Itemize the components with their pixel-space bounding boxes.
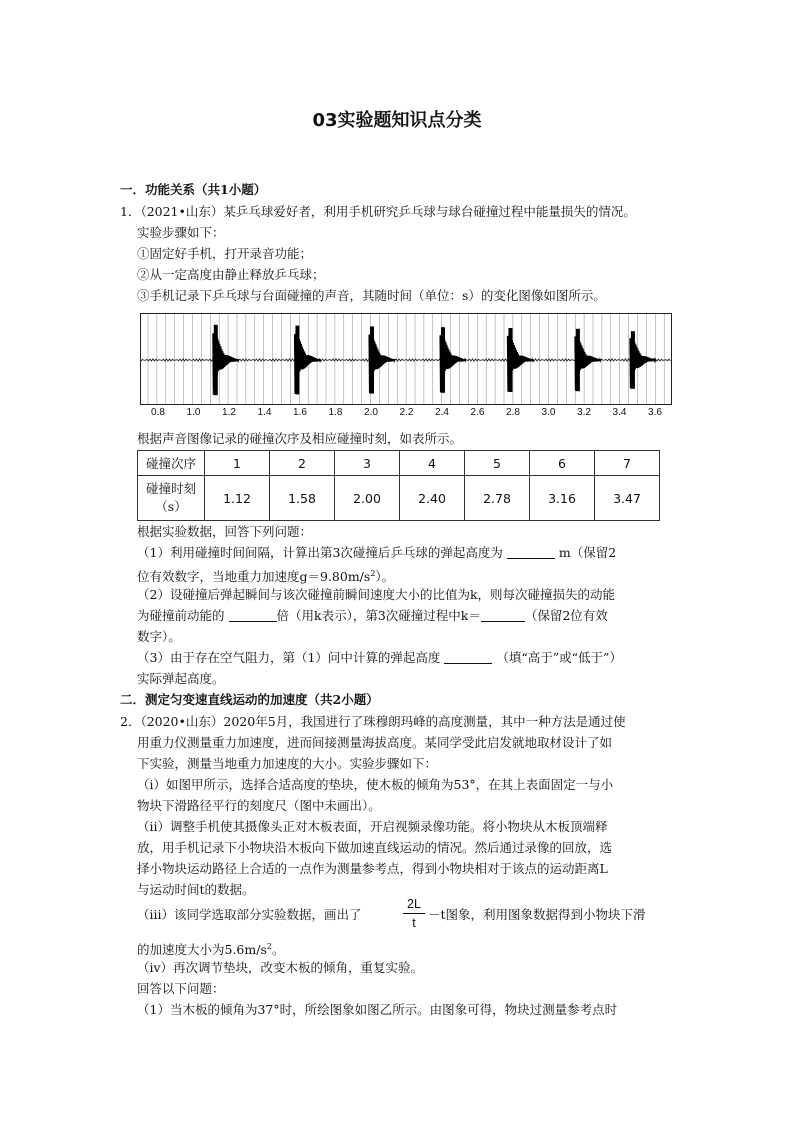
table-cell: 3.16 (530, 476, 595, 521)
section-heading-1: 一．功能关系（共1小题） (120, 182, 267, 197)
step-1: ①固定好手机，打开录音功能； (137, 246, 313, 261)
collision-burst-core (214, 325, 218, 395)
table-cell: 1 (205, 451, 270, 476)
question-2-part-1: （1）当木板的倾角为37°时，所绘图象如图乙所示。由图象可得，物块过测量参考点时 (137, 1002, 618, 1017)
tick-label: 1.4 (257, 407, 272, 418)
q2-step-2-cont: 放，用手机记录下小物块沿木板向下做加速直线运动的情况。然后通过录像的回放，选 (137, 840, 613, 855)
tick-label: 3.0 (541, 407, 556, 418)
time-label-line1: 碰撞时刻 (145, 481, 196, 496)
tick-label: 3.2 (577, 407, 591, 418)
collision-burst-core (441, 327, 445, 393)
sound-waveform-figure (140, 313, 672, 405)
question-1-part-3-end: 实际弹起高度。 (137, 671, 225, 686)
answer-blank (507, 546, 555, 559)
table-header-time (138, 476, 205, 521)
question-1-part-2-end: 数字）。 (137, 629, 181, 644)
acceleration-end: 。 (271, 942, 285, 958)
q2-step-3-cont: －t图象，利用图象数据得到小物块下滑 (428, 907, 646, 922)
step-3: ③手机记录下乒乓球与台面碰撞的声音，其随时间（单位：s）的变化图像如图所示。 (137, 288, 606, 303)
q2-step-2-cont-3: 与运动时间t的数据。 (137, 882, 255, 897)
tick-label: 2.8 (506, 407, 520, 418)
question-1-part-2: （2）设碰撞后弹起瞬间与该次碰撞前瞬间速度大小的比值为k，则每次碰撞损失的动能 (137, 587, 616, 602)
fraction-denominator: t (412, 916, 416, 930)
q2-step-2: （ii）调整手机使其摄像头正对木板表面，开启视频录像功能。将小物块从木板顶端释 (137, 819, 608, 834)
tick-label: 2.2 (399, 407, 414, 418)
part-3-text: （3）由于存在空气阻力，第（1）问中计算的弹起高度 (137, 650, 441, 665)
acceleration-text: 的加速度大小为5.6m/s (137, 942, 267, 958)
table-intro: 根据声音图像记录的碰撞次序及相应碰撞时刻，如表所示。 (137, 431, 463, 446)
table-cell: 2.40 (400, 476, 465, 521)
part-1-end: ）。 (375, 569, 395, 585)
part-1-unit: m（保留2 (558, 545, 617, 560)
collision-burst-core (295, 326, 299, 395)
table-row (138, 476, 660, 521)
part-1-text-cont: 位有效数字，当地重力加速度g＝9.80m/s (137, 569, 371, 585)
table-cell: 6 (530, 451, 595, 476)
table-header-order: 碰撞次序 (138, 451, 205, 476)
superscript: 2 (266, 942, 272, 951)
part-2-text-b: 倍（用k表示），第3次碰撞过程中k＝ (276, 608, 481, 623)
q2-step-1-cont: 物块下滑路径平行的刻度尺（图中未画出）。 (137, 798, 381, 813)
part-3-text-b: （填“高于”或“低于”） (496, 650, 622, 665)
q2-step-2-cont-2: 择小物块运动路径上合适的一点作为测量参考点，得到小物块相对于该点的运动距离L (137, 861, 608, 876)
page-title: 03实验题知识点分类 (312, 110, 482, 131)
fraction-bar (403, 913, 425, 914)
fraction-2l-over-t (401, 897, 427, 931)
question-1-part-1-cont (137, 566, 394, 585)
question-2-stem-3: 下实验，测量当地重力加速度的大小。实验步骤如下： (137, 756, 438, 771)
question-1-part-1 (137, 545, 616, 561)
tick-label: 2.4 (435, 407, 449, 418)
answer-blank (481, 609, 525, 622)
question-1-steps-intro: 实验步骤如下： (137, 225, 225, 240)
table-cell: 1.58 (270, 476, 335, 521)
answer-blank (444, 651, 492, 664)
part-2-text-c: （保留2位有效 (524, 608, 608, 623)
question-1-part-3 (137, 650, 622, 666)
tick-label: 1.8 (328, 407, 343, 418)
table-cell: 2.78 (465, 476, 530, 521)
table-cell: 1.12 (205, 476, 270, 521)
question-2-stem: 2．（2020•山东）2020年5月，我国进行了珠穆朗玛峰的高度测量，其中一种方法是通过使 (120, 714, 626, 729)
q2-step-3: （iii）该同学选取部分实验数据，画出了 (137, 907, 362, 922)
q2-step-4: （iv）再次调节垫块，改变木板的倾角，重复实验。 (137, 960, 424, 975)
table-cell: 4 (400, 451, 465, 476)
superscript: 2 (370, 569, 376, 578)
answer-blank (229, 609, 277, 622)
collision-burst-core (576, 329, 580, 391)
q2-step-1: （i）如图甲所示，选择合适高度的垫块，使木板的倾角为53°，在其上表面固定一与小 (137, 777, 614, 792)
tick-label: 1.0 (186, 407, 201, 418)
tick-label: 1.6 (293, 407, 307, 418)
part-1-text: （1）利用碰撞时间间隔，计算出第3次碰撞后乒乓球的弹起高度为 (137, 545, 503, 560)
collision-burst-core (631, 331, 635, 389)
table-row (138, 451, 660, 476)
collision-burst-core (508, 328, 512, 392)
table-cell: 3.47 (595, 476, 660, 521)
waveform-time-axis (140, 407, 672, 423)
table-cell: 2 (270, 451, 335, 476)
tick-label: 3.4 (612, 407, 627, 418)
part-2-text: 为碰撞前动能的 (137, 608, 225, 623)
time-label-line2: （s） (155, 499, 187, 514)
answer-intro-2: 回答以下问题： (137, 981, 225, 996)
tick-label: 3.6 (648, 407, 662, 418)
collision-table (137, 450, 660, 521)
q2-step-3-end (137, 939, 284, 958)
tick-label: 2.6 (470, 407, 485, 418)
tick-label: 2.0 (364, 407, 378, 418)
tick-label: 1.2 (222, 407, 236, 418)
question-2-stem-2: 用重力仪测量重力加速度，进而间接测量海拔高度。某同学受此启发就地取材设计了如 (137, 735, 613, 750)
section-heading-2: 二．测定匀变速直线运动的加速度（共2小题） (120, 692, 379, 707)
table-cell: 3 (335, 451, 400, 476)
sound-waveform (140, 313, 672, 405)
table-cell: 5 (465, 451, 530, 476)
collision-burst-core (370, 326, 374, 393)
table-cell: 2.00 (335, 476, 400, 521)
tick-label: 0.8 (151, 407, 165, 418)
answer-intro-1: 根据实验数据，回答下列问题： (137, 524, 313, 539)
step-2: ②从一定高度由静止释放乒乓球； (137, 267, 325, 282)
fraction-numerator: 2L (407, 897, 421, 911)
question-1-stem: 1．（2021•山东）某乒乓球爱好者，利用手机研究乒乓球与球台碰撞过程中能量损失的情况。 (120, 204, 636, 219)
question-1-part-2-cont (137, 608, 608, 624)
table-cell: 7 (595, 451, 660, 476)
